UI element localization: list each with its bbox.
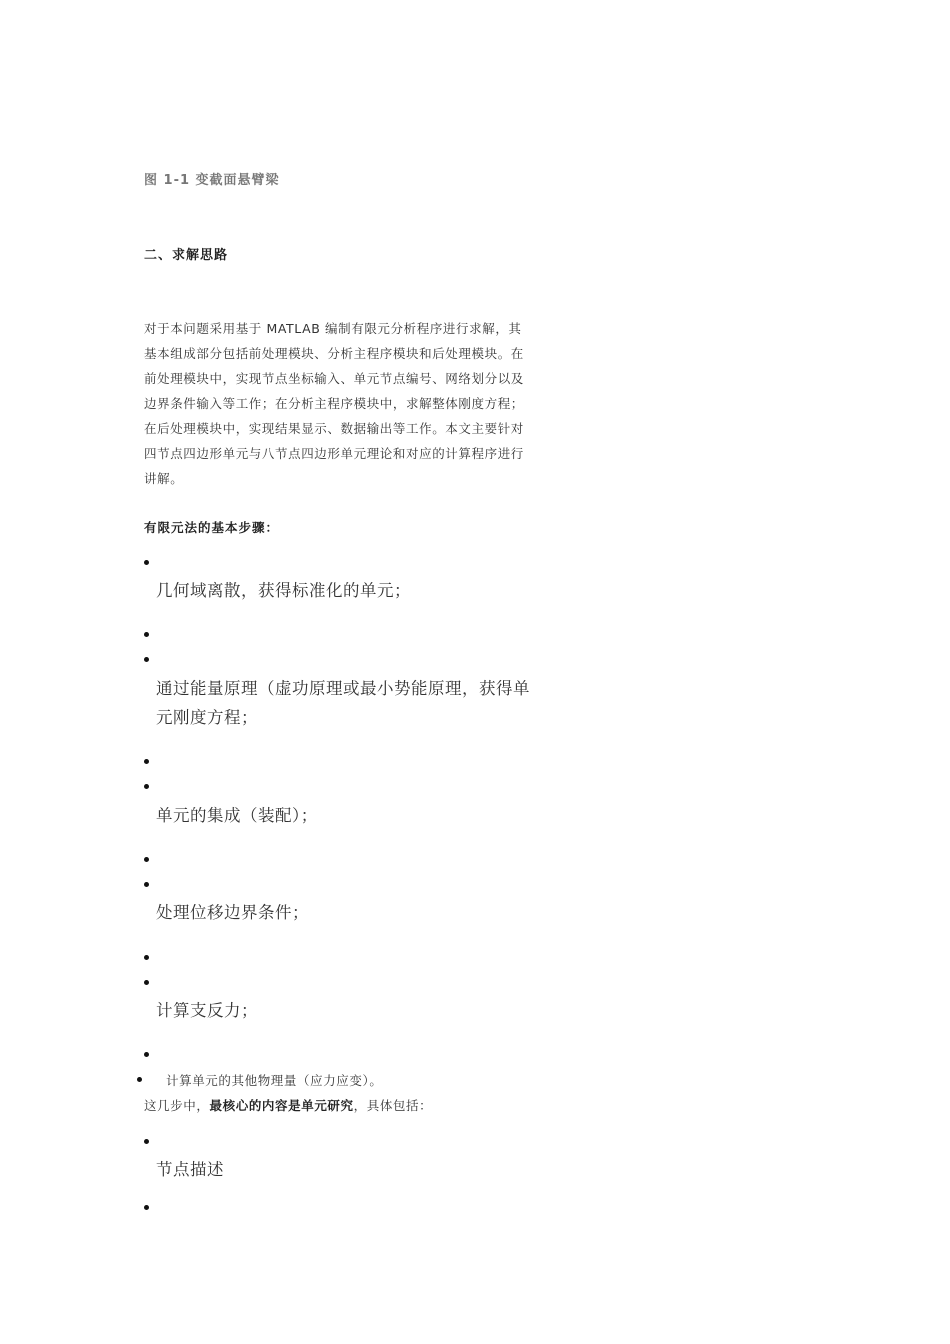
list-bullet (144, 784, 149, 789)
paragraph-line: 四节点四边形单元与八节点四边形单元理论和对应的计算程序进行 (144, 446, 524, 461)
summary-emphasis: 最核心的内容是单元研究 (209, 1098, 354, 1113)
step-line: 单元的集成（装配）； (156, 806, 318, 825)
paragraph-line: 基本组成部分包括前处理模块、分析主程序模块和后处理模块。在 (144, 346, 524, 361)
list-bullet (144, 1205, 149, 1210)
step-line: 计算支反力； (156, 1001, 258, 1020)
step-line: 元刚度方程； (156, 708, 258, 727)
list-bullet (144, 857, 149, 862)
list-bullet (144, 955, 149, 960)
step-line: 通过能量原理（虚功原理或最小势能原理，获得单 (156, 679, 530, 698)
step-item (156, 801, 318, 830)
list-bullet (144, 657, 149, 662)
step-line: 几何域离散，获得标准化的单元； (156, 581, 411, 600)
paragraph-line: 前处理模块中，实现节点坐标输入、单元节点编号、网络划分以及 (144, 371, 524, 386)
list-bullet (144, 632, 149, 637)
list-bullet (137, 1077, 142, 1082)
figure-caption: 图 1-1 变截面悬臂梁 (144, 173, 280, 188)
summary-suffix: ，具体包括： (353, 1098, 433, 1113)
paragraph-line: 在后处理模块中，实现结果显示、数据输出等工作。本文主要针对 (144, 421, 524, 436)
paragraph-line: 对于本问题采用基于 MATLAB 编制有限元分析程序进行求解，其 (144, 321, 522, 336)
section-heading: 二、求解思路 (144, 248, 229, 263)
intro-paragraph (144, 316, 564, 491)
paragraph-line: 边界条件输入等工作；在分析主程序模块中，求解整体刚度方程； (144, 396, 524, 411)
step-line: 处理位移边界条件； (156, 903, 309, 922)
step-item (156, 898, 309, 927)
detail-item (156, 1155, 224, 1184)
list-bullet (144, 1052, 149, 1057)
step-item (156, 576, 411, 605)
list-bullet (144, 560, 149, 565)
list-bullet (144, 759, 149, 764)
list-bullet (144, 980, 149, 985)
steps-heading: 有限元法的基本步骤： (144, 520, 280, 535)
summary-sentence (144, 1096, 432, 1114)
detail-line: 节点描述 (156, 1160, 224, 1179)
list-bullet (144, 882, 149, 887)
step-item (156, 674, 530, 732)
step-item-last: 计算单元的其他物理量（应力应变）。 (166, 1073, 383, 1088)
list-bullet (144, 1139, 149, 1144)
step-item (156, 996, 258, 1025)
paragraph-line: 讲解。 (144, 471, 184, 486)
summary-prefix: 这几步中， (144, 1098, 210, 1113)
